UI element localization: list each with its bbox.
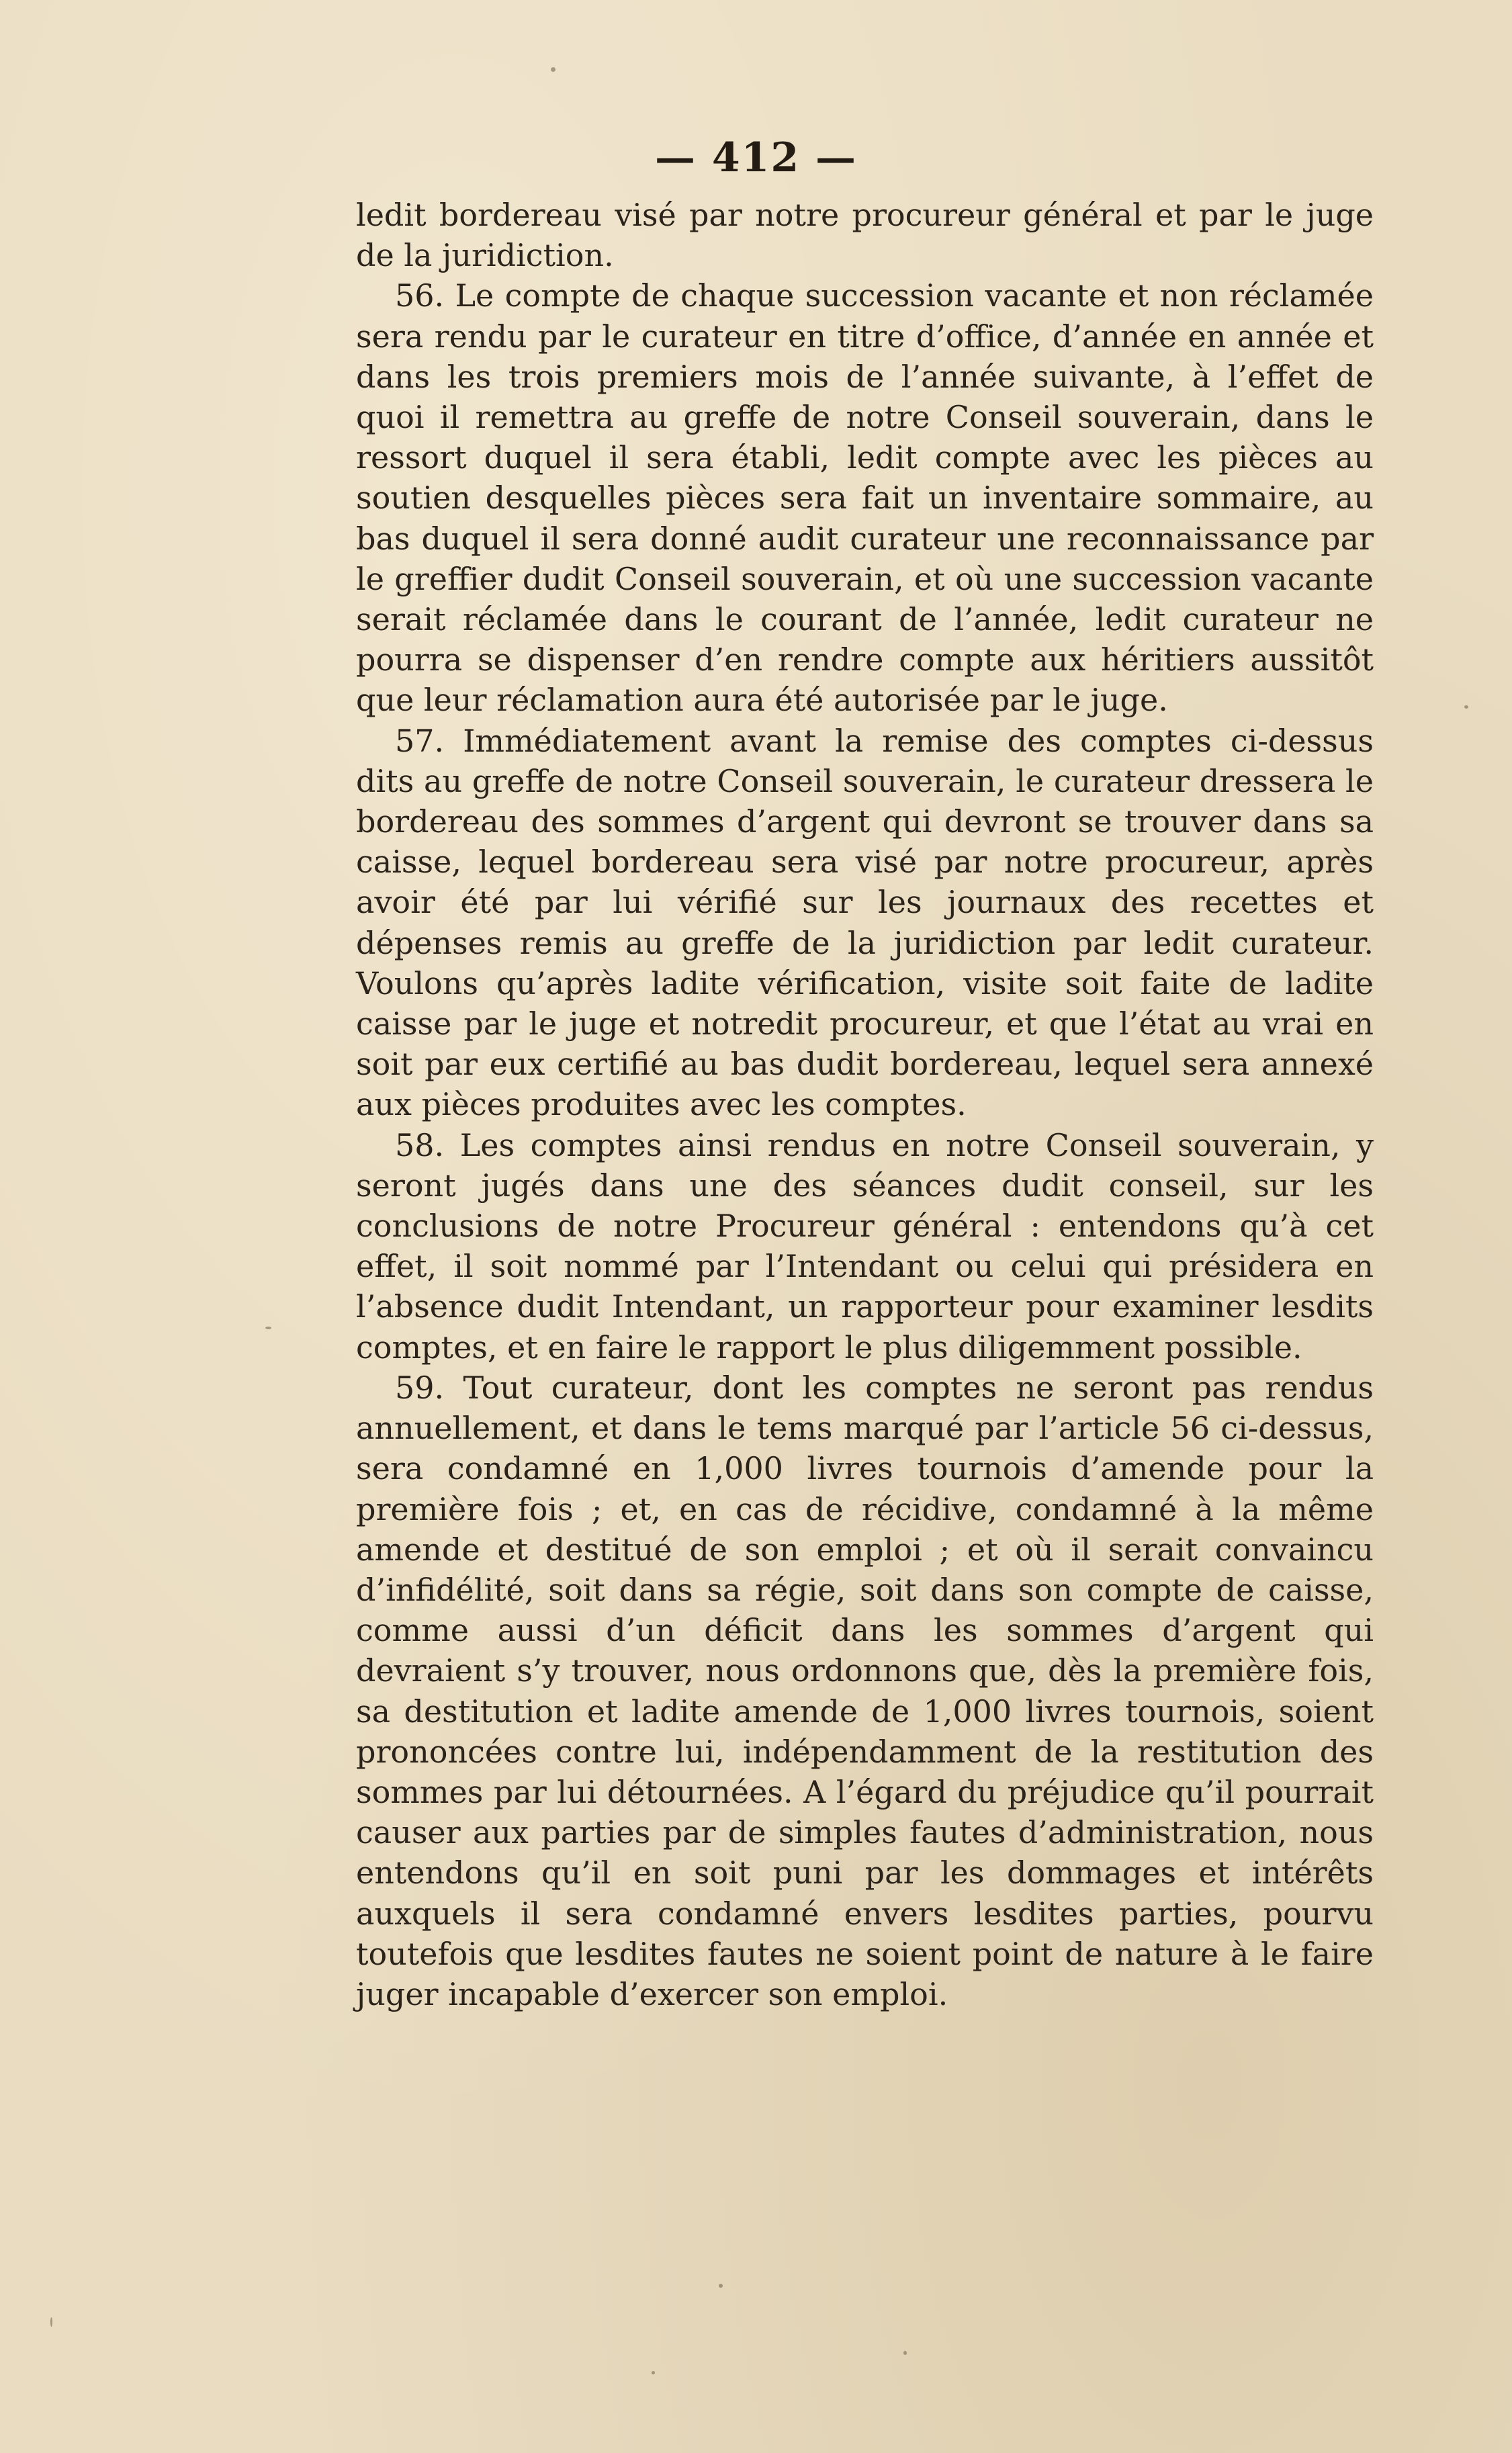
foxing-speck bbox=[903, 2351, 907, 2355]
body-text bbox=[356, 195, 1374, 2014]
article-57-paragraph: 57. Immédiatement avant la remise des comptes ci-dessus dits au greffe de notre Conseil souverain, le curateur dressera le bordereau des sommes d’argent qui devront se trouver dans sa caisse, lequel bordereau sera visé par notre procureur, après avoir été par lui vérifié sur les journaux des recettes et dépenses remis au greffe de la juridiction par ledit curateur. Voulons qu’après ladite vérification, visite soit faite de ladite caisse par le juge et notredit procureur, et que l’état au vrai en soit par eux certifié au bas dudit bordereau, lequel sera annexé aux pièces produites avec les comptes. bbox=[356, 722, 1374, 1123]
article-59-paragraph: 59. Tout curateur, dont les comptes ne seront pas rendus annuellement, et dans le tems marqué par l’article 56 ci-dessus, sera condamné en 1,000 livres tournois d’amende pour la première fois ; et, en cas de récidive, condamné à la même amende et destitué de son emploi ; et où il serait convaincu d’infidélité, soit dans sa régie, soit dans son compte de caisse, comme aussi d’un déficit dans les sommes d’argent qui devraient s’y trouver, nous ordonnons que, dès la première fois, sa destitution et ladite amende de 1,000 livres tournois, soient prononcées contre lui, indépendamment de la restitution des sommes par lui détournées. A l’égard du préjudice qu’il pourrait causer aux parties par de simples fautes d’administration, nous entendons qu’il en soit puni par les dommages et intérêts auxquels il sera condamné envers lesdites parties, pourvu toutefois que lesdites fautes ne soient point de nature à le faire juger incapable d’exercer son emploi. bbox=[356, 1369, 1374, 2012]
paragraph-continuation: ledit bordereau visé par notre procureur général et par le juge de la juridiction. bbox=[356, 197, 1374, 274]
foxing-speck bbox=[1464, 705, 1468, 709]
foxing-speck bbox=[652, 2371, 655, 2374]
article-58-paragraph: 58. Les comptes ainsi rendus en notre Conseil souverain, y seront jugés dans une des séances dudit conseil, sur les conclusions de notre Procureur général : entendons qu’à cet effet, il soit nommé par l’Intendant ou celui qui présidera en l’absence dudit Intendant, un rapporteur pour examiner lesdits comptes, et en faire le rapport le plus diligemment possible. bbox=[356, 1126, 1374, 1366]
page-number: — 412 — bbox=[654, 134, 858, 181]
foxing-speck bbox=[265, 1327, 271, 1329]
article-56-paragraph: 56. Le compte de chaque succession vacante et non réclamée sera rendu par le curateur en titre d’office, d’année en année et dans les trois premiers mois de l’année suivante, à l’effet de quoi il remettra au greffe de notre Conseil souverain, dans le ressort duquel il sera établi, ledit compte avec les pièces au soutien desquelles pièces sera fait un inventaire sommaire, au bas duquel il sera donné audit curateur une reconnaissance par le greffier dudit Conseil souverain, et où une succession vacante serait réclamée dans le courant de l’année, ledit curateur ne pourra se dispenser d’en rendre compte aux héritiers aussitôt que leur réclamation aura été autorisée par le juge. bbox=[356, 277, 1374, 719]
foxing-speck bbox=[719, 2284, 723, 2288]
foxing-speck bbox=[50, 2317, 52, 2327]
foxing-speck bbox=[551, 67, 555, 72]
